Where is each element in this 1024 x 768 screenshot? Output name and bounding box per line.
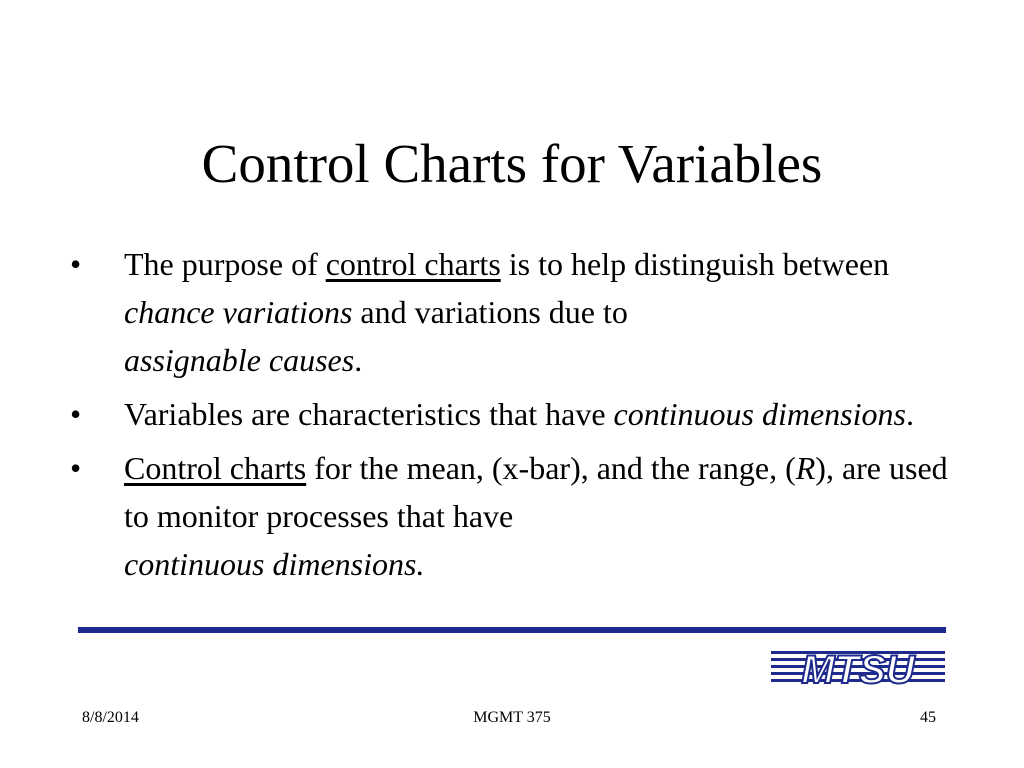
bullet-text: The purpose of [124,246,326,282]
bullet-list [70,240,950,594]
italic-term: continuous dimensions [613,396,906,432]
bullet-item [70,444,950,588]
mtsu-logo-icon [771,646,945,693]
footer-page-number: 45 [920,709,936,726]
underlined-term: control charts [325,246,501,282]
italic-term: assignable causes [124,342,355,378]
bullet-text: is to help distinguish between [500,246,890,282]
mtsu-logo-graphic [771,646,945,688]
bullet-text: . [905,396,914,432]
italic-term: chance variations [124,294,353,330]
slide-title: Control Charts for Variables [201,133,823,194]
bullet-marker: • [70,246,82,282]
bullet-text: ), are used to monitor processes that have [124,450,948,534]
bullet-item [70,390,950,438]
footer-date: 8/8/2014 [82,709,139,726]
bullet-marker: • [70,450,82,486]
bullet-text: for the mean, (x-bar), and the range, ( [306,450,796,486]
divider-rule [78,627,946,633]
mtsu-logo-text: MTSU [801,648,915,688]
bullet-text: and variations due to [352,294,628,330]
bullet-item [70,240,950,384]
bullet-text: Variables are characteristics that have [124,396,614,432]
footer-course: MGMT 375 [473,709,551,726]
bullet-text: . [354,342,363,378]
italic-term: R [795,450,816,486]
italic-term: continuous dimensions. [124,546,425,582]
bullet-marker: • [70,396,82,432]
underlined-term: Control charts [124,450,307,486]
